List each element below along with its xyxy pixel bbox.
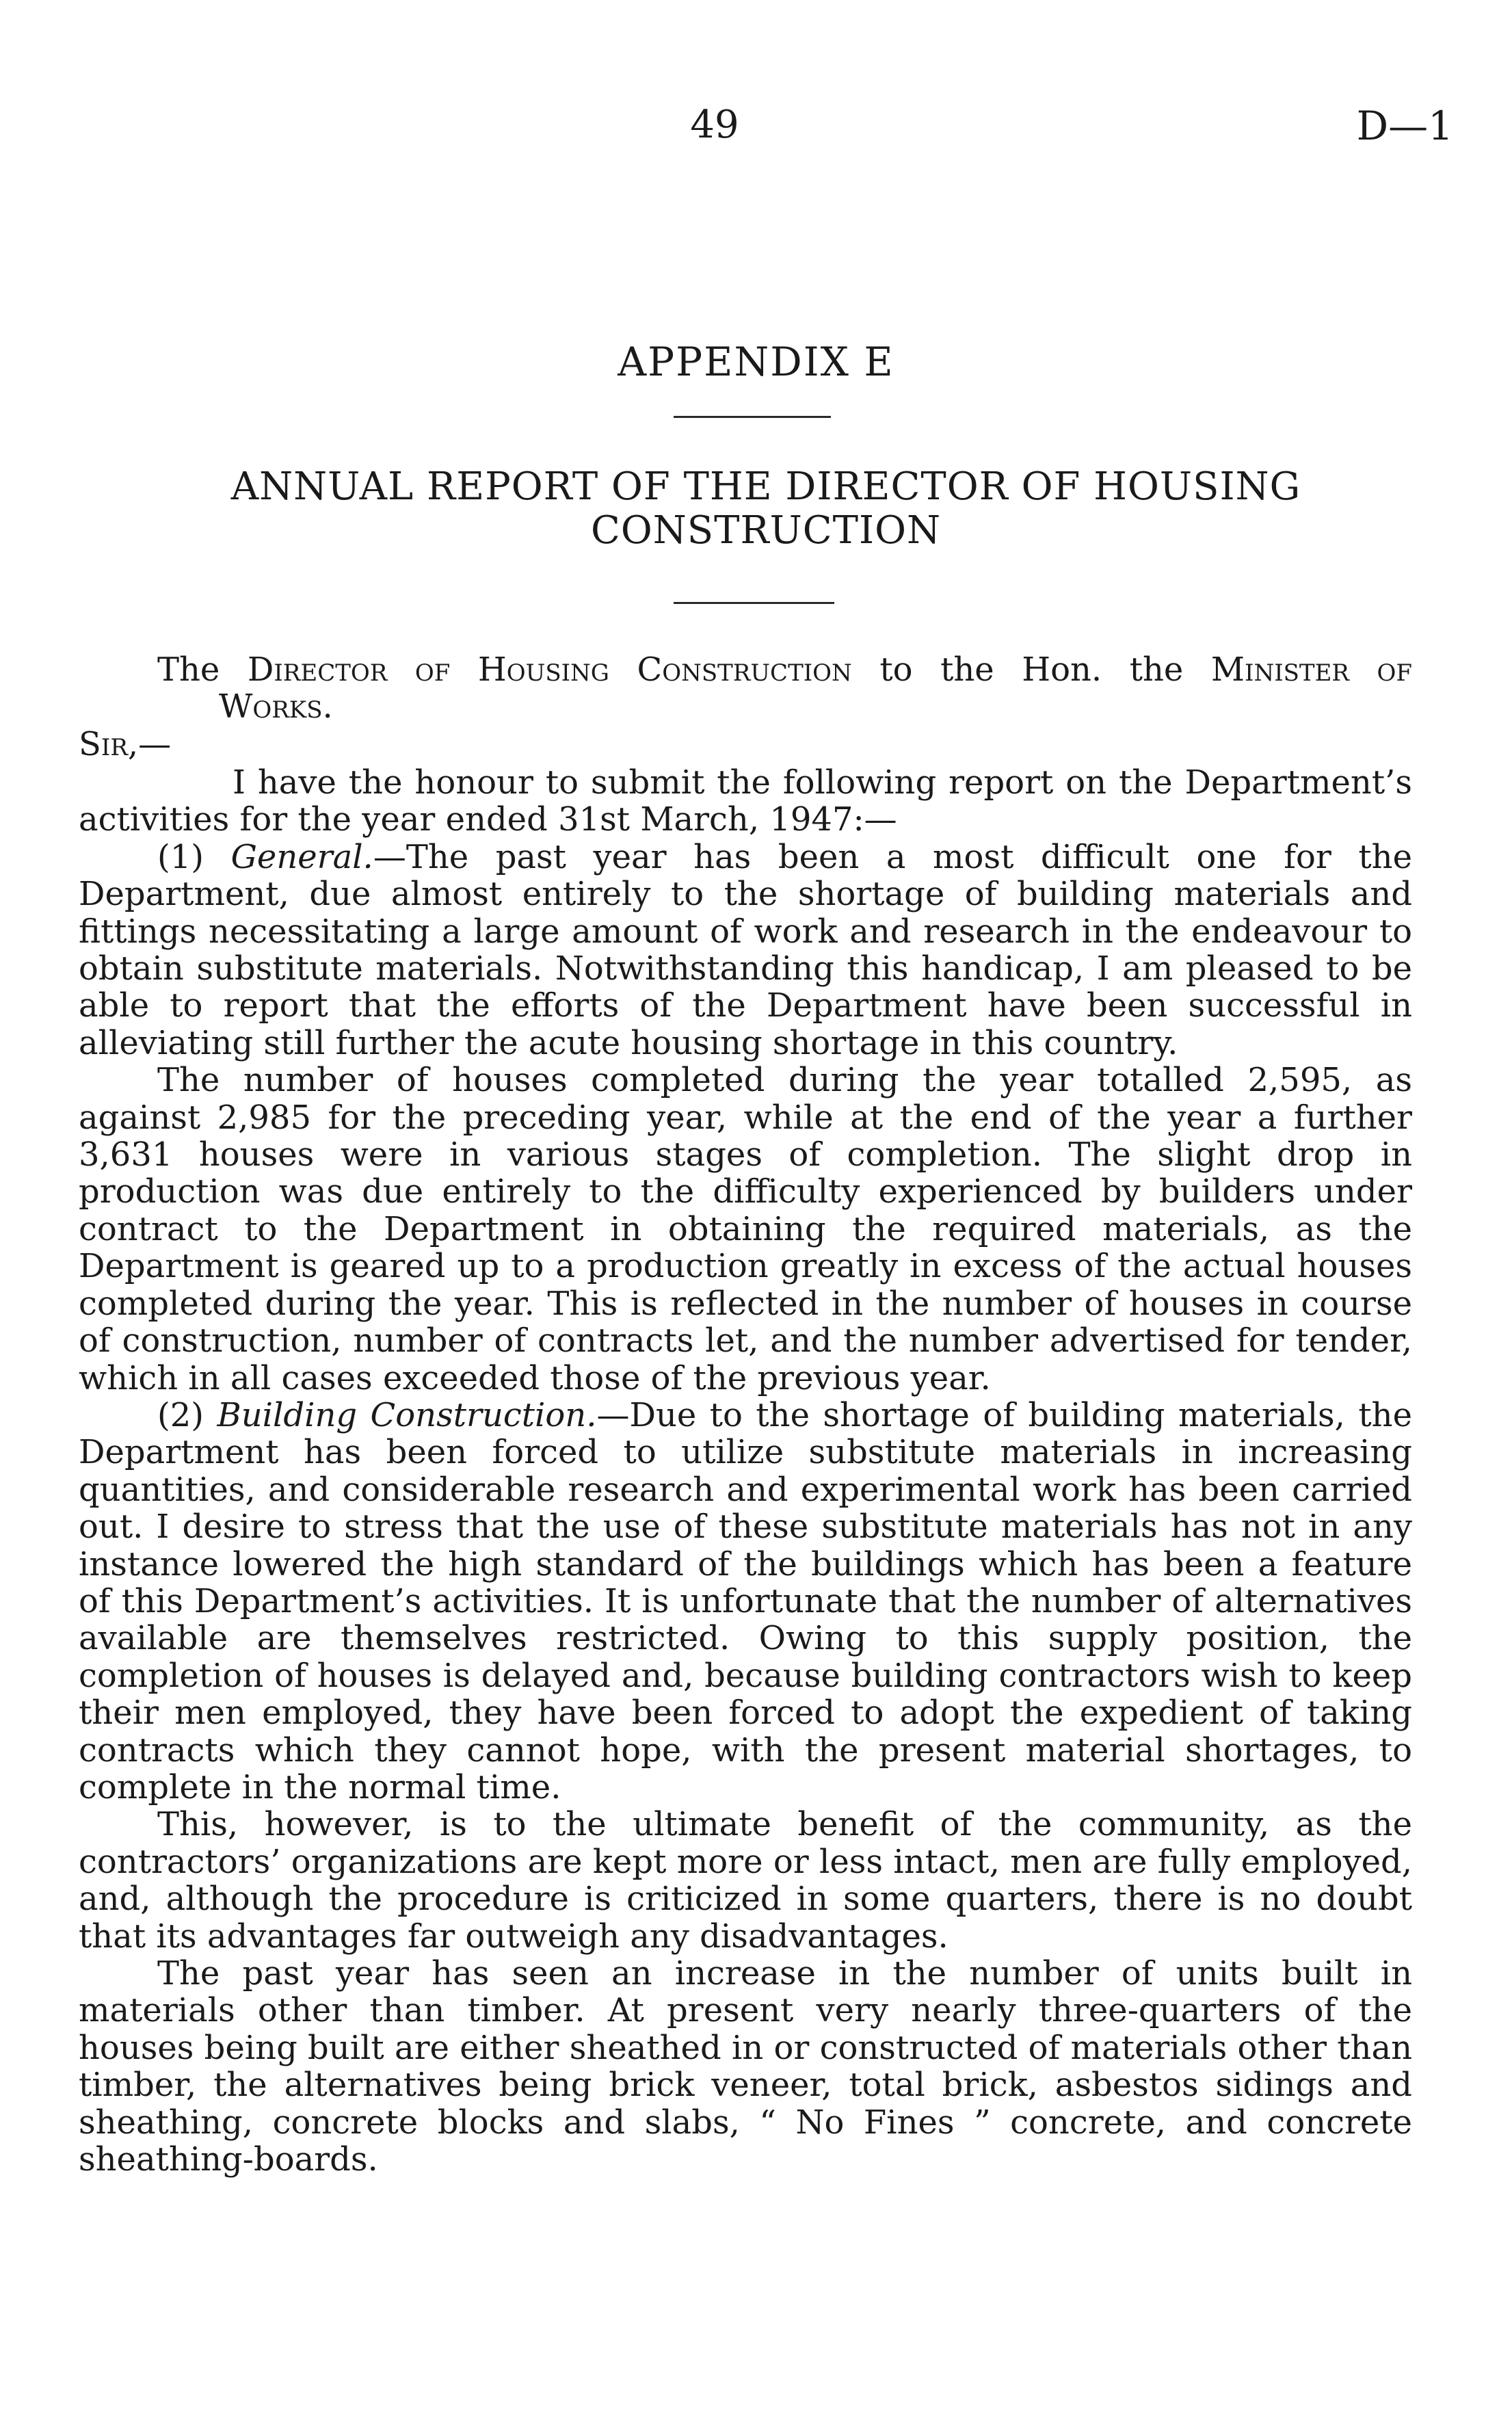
report-title — [130, 465, 1402, 553]
appendix-title: APPENDIX E — [618, 339, 894, 385]
section-1-number: (1) — [157, 837, 204, 876]
report-title-line-1: ANNUAL REPORT OF THE DIRECTOR OF HOUSING — [230, 464, 1301, 509]
address-line — [79, 651, 1412, 726]
address-to-word: to the Hon. the — [879, 651, 1184, 689]
section-1-paragraph-1 — [79, 839, 1412, 1062]
section-1-heading: General. — [230, 837, 373, 876]
title-divider — [674, 416, 831, 418]
section-1-text-1: —The past year has been a most difficult one for the Department, due almost entirely to the shortage of building materials and fittings necessitating a large amount of work and research in the endeavour to obtain substitute materials. Notwithstanding this handicap, I am pleased to be able to report that the efforts of the Department have been successful in alleviating still further the acute housing shortage in this country. — [79, 837, 1412, 1062]
address-to: Minister of — [1210, 651, 1413, 689]
address-line-1 — [157, 651, 1412, 688]
section-2-heading: Building Construction. — [217, 1395, 597, 1434]
address-from: Director of Housing Construction — [247, 651, 852, 689]
section-2-paragraph-3: The past year has seen an increase in the number of units built in materials other than timber. At present very nearly three-quarters of the houses being built are either sheathed in or constructed of materials other than timber, the alternatives being brick veneer, total brick, asbestos sidings and sheathing, concrete blocks and slabs, “ No Fines ” concrete, and concrete sheathing-boards. — [79, 1954, 1412, 2179]
address-to-cont: Works. — [219, 687, 333, 726]
section-2-text-1: —Due to the shortage of building materials, the Department has been forced to utilize substitute materials in increasing quantities, and considerable research and experimental work has been carried out. I desire to stress that the use of these substitute materials has not in any instance lowered the high standard of the buildings which has been a feature of this Department’s activities. It is unfortunate that the number of alternatives available are themselves restricted. Owing to this supply position, the completion of houses is delayed and, because building contractors wish to keep their men employed, they have been forced to adopt the expedient of taking contracts which they cannot hope, with the present material shortages, to complete in the normal time. — [79, 1395, 1413, 1806]
page-number: 49 — [690, 103, 739, 147]
report-title-divider — [674, 602, 834, 604]
section-1-paragraph-2: The number of houses completed during the year totalled 2,595, as against 2,985 for the preceding year, while at the end of the year a further 3,631 houses were in various stages of completion. The slight drop in production was due entirely to the difficulty experienced by builders under contract to the Department in obtaining the required materials, as the Department is geared up to a production greatly in excess of the actual houses completed during the year. This is reflected in the number of houses in course of construction, number of contracts let, and the number advertised for tender, which in all cases exceeded those of the previous year. — [79, 1061, 1412, 1397]
intro-paragraph: I have the honour to submit the following report on the Department’s activities for the year ended 31st March, 1947:— — [79, 763, 1412, 839]
report-body — [79, 764, 1412, 2178]
section-2-paragraph-2: This, however, is to the ultimate benefit of the community, as the contractors’ organizations are kept more or less intact, men are fully employed, and, although the procedure is criticized in some quarters, there is no doubt that its advantages far outweigh any disadvantages. — [79, 1805, 1412, 1956]
address-the: The — [157, 651, 220, 689]
salutation: Sir,— — [79, 725, 172, 763]
page-reference: D—1 — [1356, 103, 1453, 149]
section-2-number: (2) — [157, 1395, 204, 1434]
section-2-paragraph-1 — [79, 1397, 1412, 1806]
report-title-line-2: CONSTRUCTION — [590, 508, 942, 553]
